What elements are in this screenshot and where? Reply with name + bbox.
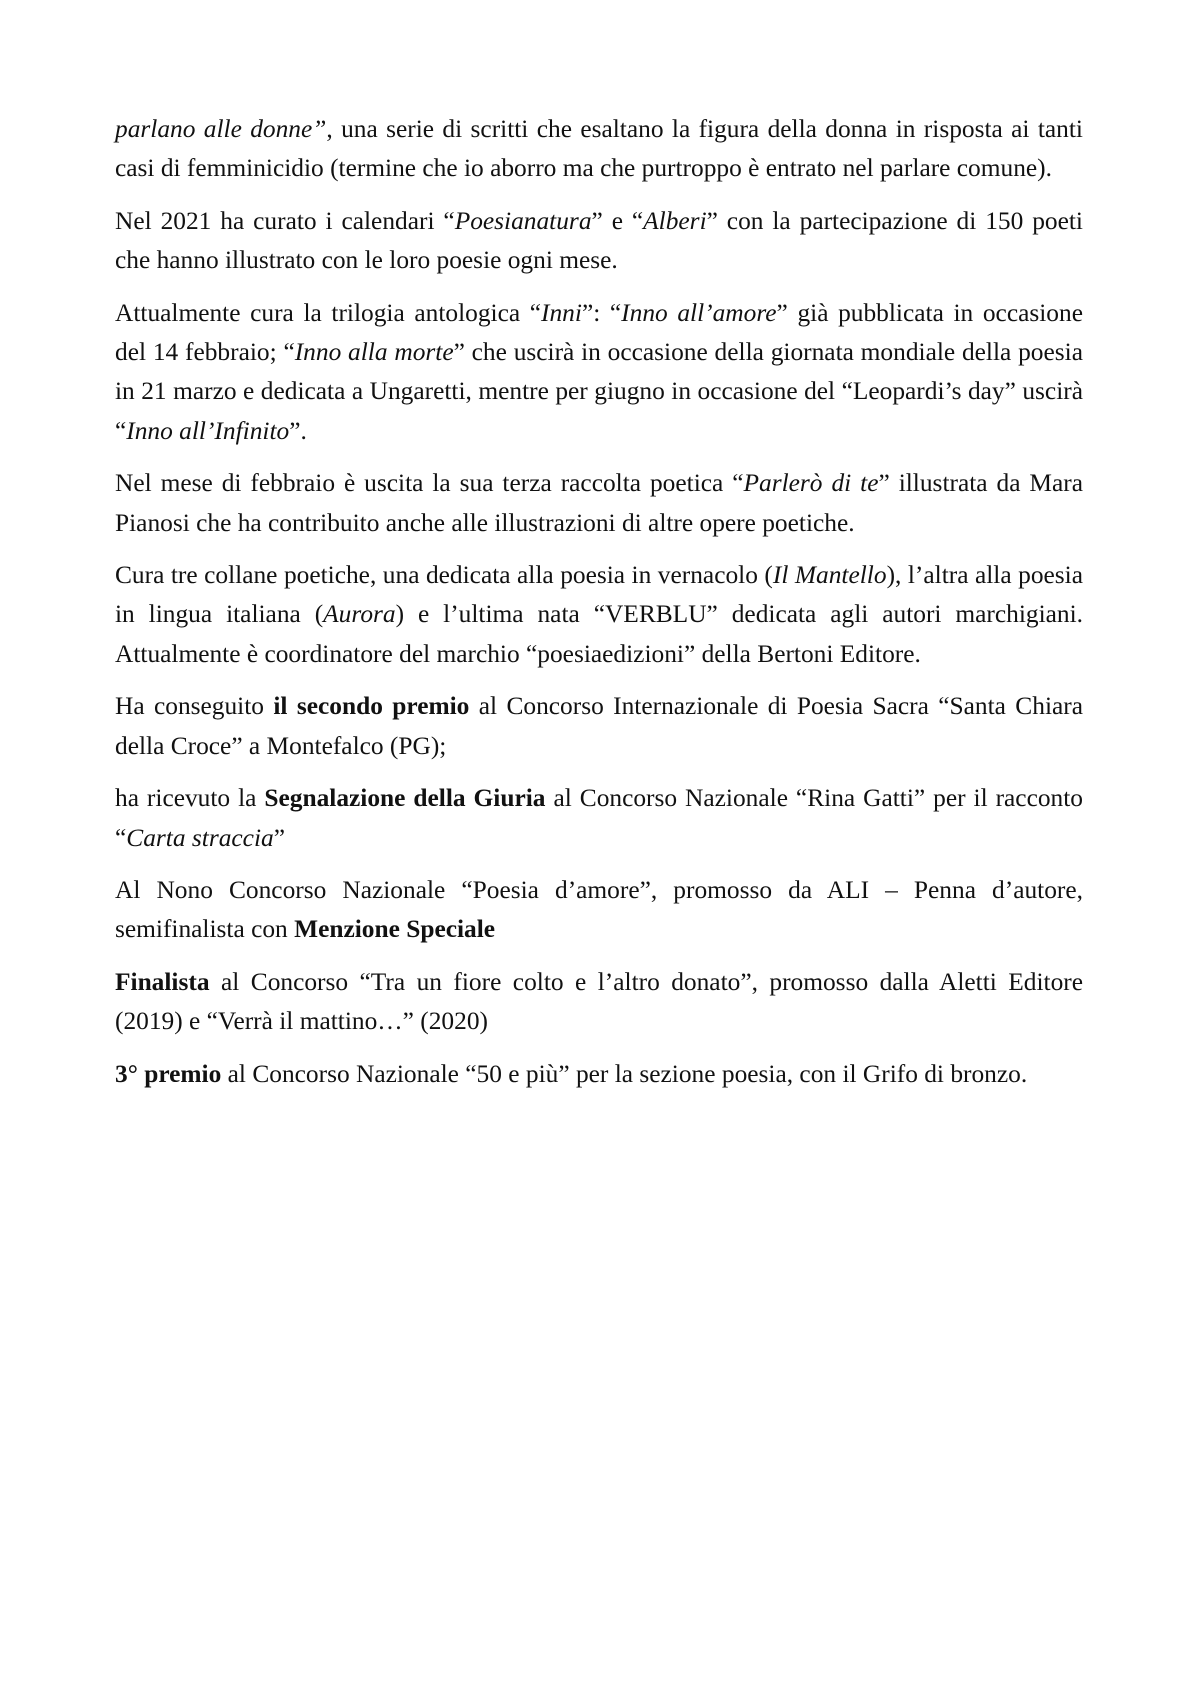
text-run: al Concorso “Tra un fiore colto e l’altro donato”, promosso dalla Aletti Editore (2019) e “Verrà il mattino…” (2020) [115, 967, 1083, 1036]
text-run: Attualmente cura la trilogia antologica “ [115, 298, 542, 327]
text-run: ” che uscirà in occasione della giornata mondiale della poesia in 21 marzo e dedicata a Ungaretti, mentre per giugno in occasione del “Leopardi’s day” uscirà “ [115, 338, 1083, 445]
bold-run: Menzione Speciale [294, 915, 496, 944]
text-run: Nel mese di febbraio è uscita la sua terza raccolta poetica “ [115, 469, 744, 498]
text-run: ” con la partecipazione di 150 poeti che hanno illustrato con le loro poesie ogni mese. [115, 206, 1083, 275]
paragraph-2 [115, 202, 1083, 281]
text-run: ” e “ [591, 206, 644, 235]
paragraph-3 [115, 294, 1083, 452]
bold-run: Segnalazione della Giuria [264, 784, 546, 813]
text-run: Al Nono Concorso Nazionale “Poesia d’amore”, promosso da ALI – Penna d’autore, semifinalista con [115, 875, 1083, 944]
paragraph-4 [115, 464, 1083, 543]
paragraph-7 [115, 779, 1083, 858]
italic-run: Parlerò di te [743, 469, 879, 498]
text-run: ” già pubblicata in occasione del 14 febbraio; “ [115, 298, 1083, 367]
text-run: al Concorso Internazionale di Poesia Sacra “Santa Chiara della Croce” a Montefalco (PG); [115, 692, 1083, 760]
paragraph-9 [115, 963, 1083, 1042]
text-run: ha ricevuto la [115, 784, 265, 813]
text-run: Nel 2021 ha curato i calendari “ [115, 206, 455, 235]
italic-run: Poesianatura [454, 206, 592, 235]
bold-run: 3° premio [115, 1059, 222, 1088]
text-run: , una serie di scritti che esaltano la figura della donna in risposta ai tanti casi di femminicidio (termine che io aborro ma che purtroppo è entrato nel parlare comune). [115, 115, 1083, 183]
italic-run: Il Mantello [772, 561, 887, 590]
text-run: ”. [289, 416, 307, 445]
text-run: ) e l’ultima nata “VERBLU” dedicata agli autori marchigiani. Attualmente è coordinatore del marchio “poesiaedizioni” della Bertoni Editore. [115, 600, 1083, 668]
italic-run: Inno all’Infinito [126, 416, 290, 445]
italic-run: Alberi [643, 206, 707, 235]
text-run: al Concorso Nazionale “Rina Gatti” per il racconto “ [115, 784, 1083, 852]
italic-run: Aurora [323, 600, 396, 629]
text-run: ” illustrata da Mara Pianosi che ha contribuito anche alle illustrazioni di altre opere poetiche. [115, 469, 1083, 537]
document-body [115, 110, 1083, 1094]
paragraph-5 [115, 556, 1083, 674]
paragraph-1 [115, 110, 1083, 189]
italic-run: parlano alle donne” [115, 115, 327, 143]
paragraph-10 [115, 1055, 1083, 1094]
italic-run: Inno alla morte [294, 338, 454, 367]
italic-run: Carta straccia [126, 823, 274, 852]
paragraph-8 [115, 871, 1083, 950]
text-run: al Concorso Nazionale “50 e più” per la sezione poesia, con il Grifo di bronzo. [221, 1059, 1028, 1088]
italic-run: Inno all’amore [621, 298, 777, 327]
paragraph-6 [115, 687, 1083, 766]
text-run: Ha conseguito [115, 692, 274, 721]
text-run: ), l’altra alla poesia in lingua italiana ( [115, 561, 1083, 629]
bold-run: il secondo premio [273, 692, 470, 721]
text-run: ” [273, 823, 285, 852]
text-run: ”: “ [581, 298, 622, 327]
text-run: Cura tre collane poetiche, una dedicata alla poesia in vernacolo ( [115, 561, 773, 590]
italic-run: Inni [541, 298, 582, 327]
bold-run: Finalista [115, 967, 210, 996]
